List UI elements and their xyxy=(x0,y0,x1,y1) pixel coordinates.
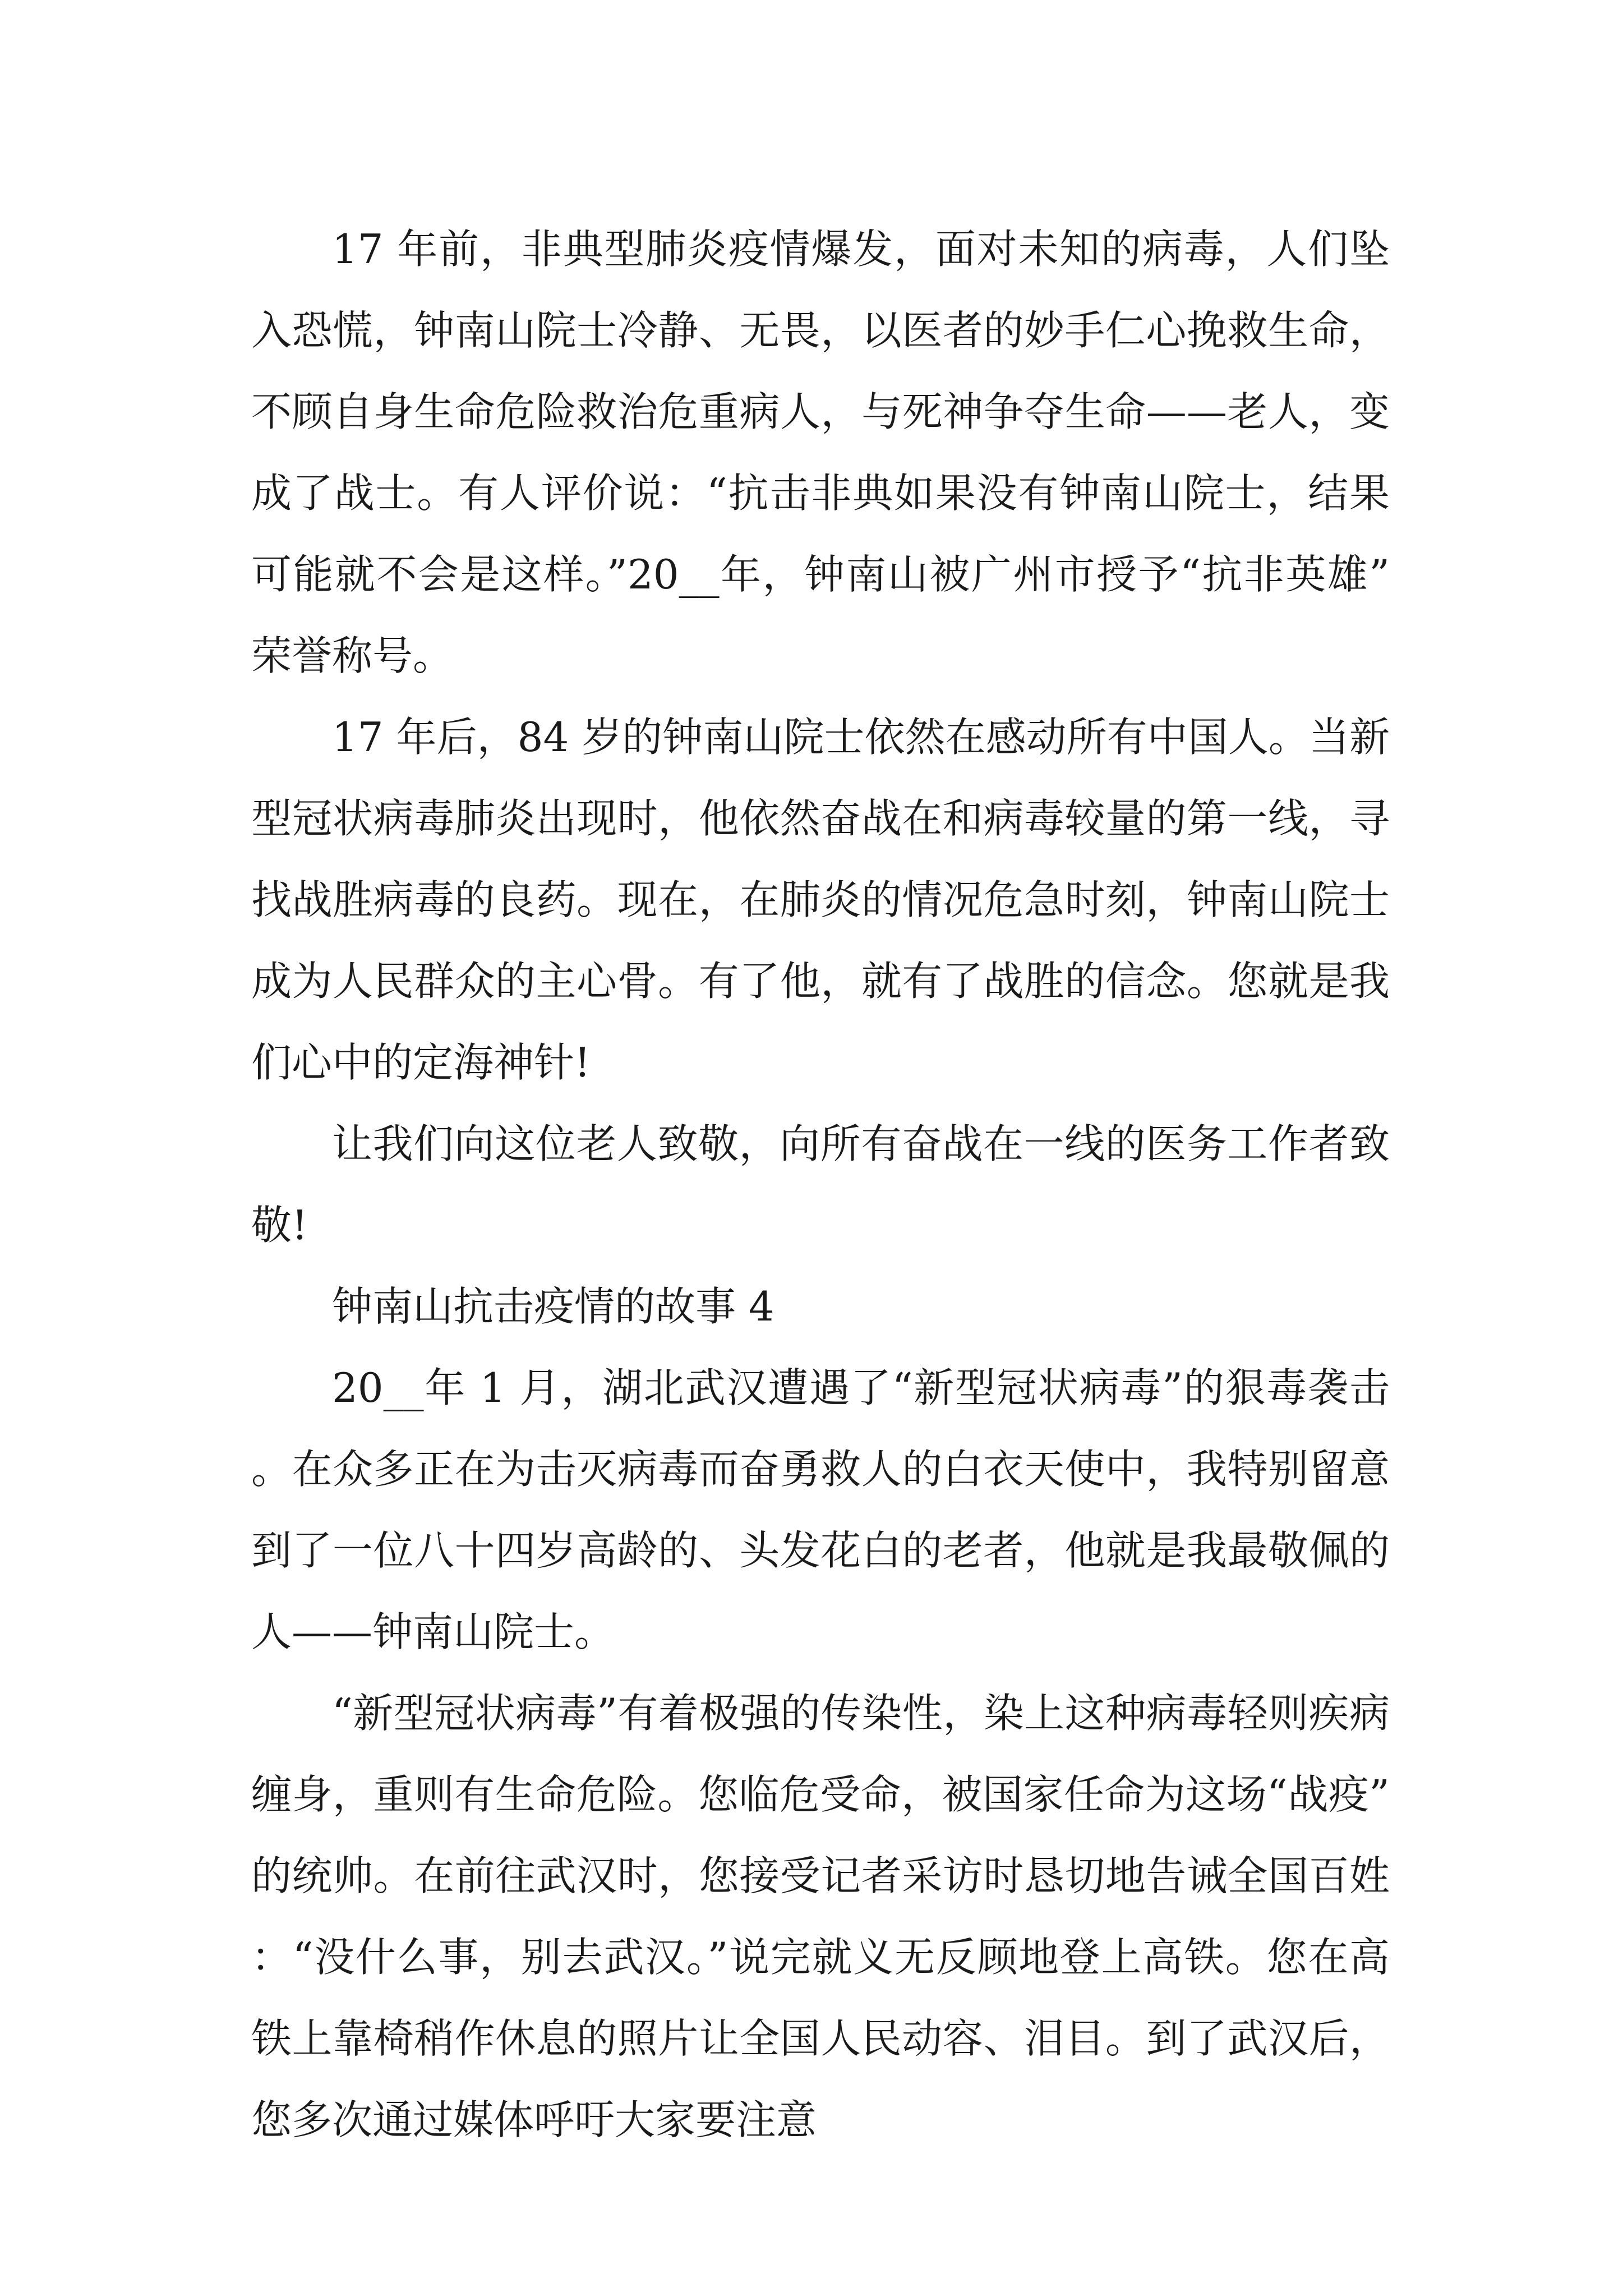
paragraph-salute: 让我们向这位老人致敬，向所有奋战在一线的医务工作者致敬! xyxy=(251,1120,1390,1249)
section-heading-story-4: 钟南山抗击疫情的故事 4 xyxy=(332,1283,774,1330)
document-body xyxy=(251,209,1390,2161)
paragraph-wuhan-outbreak: 20__年 1 月，湖北武汉遭遇了“新型冠状病毒”的狠毒袭击。在众多正在为击灭病毒而奋勇救人的白衣天使中，我特别留意到了一位八十四岁高龄的、头发花白的老者，他就是我最敬佩的人——钟南山院士。 xyxy=(251,1364,1390,1655)
paragraph-covid-frontline: 17 年后，84 岁的钟南山院士依然在感动所有中国人。当新型冠状病毒肺炎出现时，他依然奋战在和病毒较量的第一线，寻找战胜病毒的良药。现在，在肺炎的情况危急时刻，钟南山院士成为人民群众的主心骨。有了他，就有了战胜的信念。您就是我们心中的定海神针! xyxy=(251,714,1390,1086)
paragraph-commander: “新型冠状病毒”有着极强的传染性，染上这种病毒轻则疾病缠身，重则有生命危险。您临危受命，被国家任命为这场“战疫”的统帅。在前往武汉时，您接受记者采访时恳切地告诫全国百姓：“没什么事，别去武汉。”说完就义无反顾地登上高铁。您在高铁上靠椅稍作休息的照片让全国人民动容、泪目。到了武汉后，您多次通过媒体呼吁大家要注意 xyxy=(251,1690,1390,2143)
paragraph-sars-history: 17 年前，非典型肺炎疫情爆发，面对未知的病毒，人们坠入恐慌，钟南山院士冷静、无畏，以医者的妙手仁心挽救生命，不顾自身生命危险救治危重病人，与死神争夺生命——老人，变成了战士。有人评价说：“抗击非典如果没有钟南山院士，结果可能就不会是这样。”20__年，钟南山被广州市授予“抗非英雄”荣誉称号。 xyxy=(251,226,1390,679)
